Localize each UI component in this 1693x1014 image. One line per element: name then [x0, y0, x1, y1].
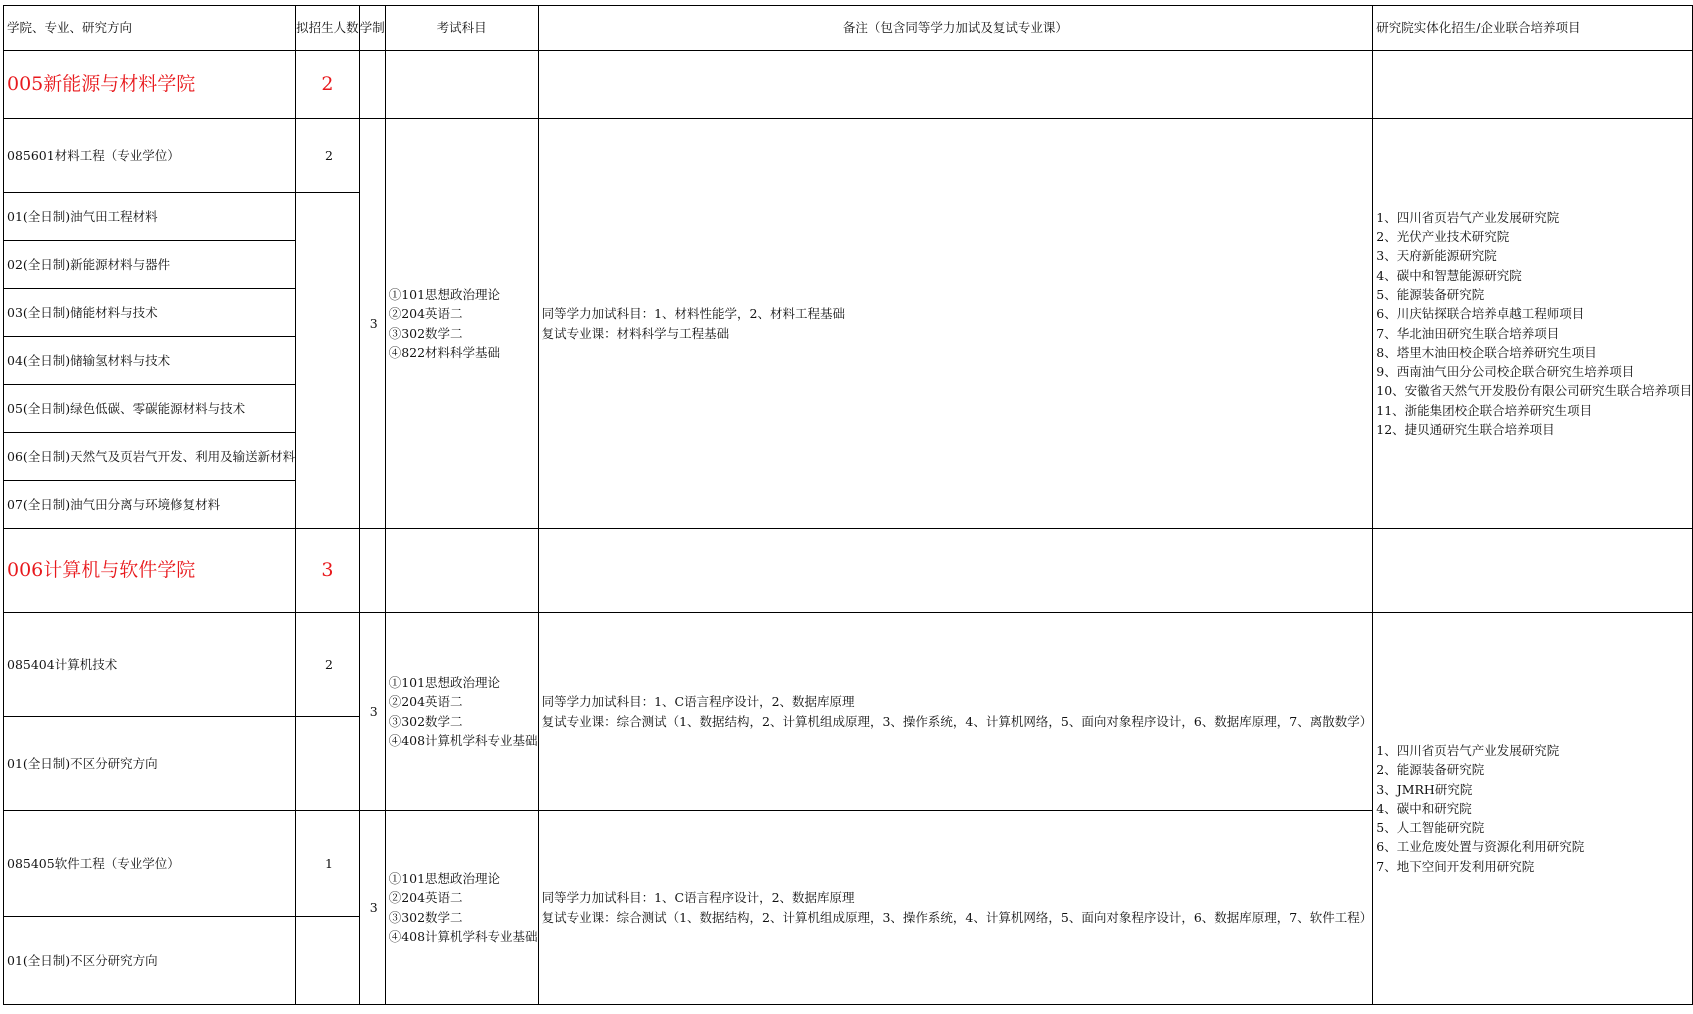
empty-cell	[1373, 51, 1693, 119]
notes-line: 复试专业课：材料科学与工程基础	[541, 325, 730, 341]
joint-program-item: 1、四川省页岩气产业发展研究院	[1376, 742, 1560, 758]
major-years: 3	[359, 613, 385, 811]
joint-programs	[1373, 119, 1693, 529]
header-quota: 拟招生人数	[296, 6, 360, 51]
major-quota: 1	[296, 811, 360, 917]
major-years: 3	[359, 119, 385, 529]
exam-subject: ①101思想政治理论	[388, 870, 501, 886]
notes-line: 同等学力加试科目：1、C语言程序设计，2、数据库原理	[541, 694, 855, 710]
exam-subject: ④408计算机学科专业基础	[388, 928, 538, 944]
joint-program-item: 2、光伏产业技术研究院	[1376, 229, 1510, 245]
header-row	[4, 6, 1693, 51]
empty-cell	[359, 51, 385, 119]
joint-program-item: 11、浙能集团校企联合培养研究生项目	[1376, 402, 1593, 418]
notes-line: 复试专业课：综合测试（1、数据结构，2、计算机组成原理，3、操作系统，4、计算机网络，5、面向对象程序设计，6、数据库原理，7、软件工程）	[541, 909, 1373, 925]
exam-subjects	[385, 811, 538, 1005]
direction-label: 03(全日制)储能材料与技术	[4, 289, 296, 337]
header-notes: 备注（包含同等学力加试及复试专业课）	[538, 6, 1373, 51]
header-years: 学制	[359, 6, 385, 51]
major-quota: 2	[296, 613, 360, 717]
exam-subject: ④822材料科学基础	[388, 344, 501, 360]
notes-line: 复试专业课：综合测试（1、数据结构，2、计算机组成原理，3、操作系统，4、计算机网络，5、面向对象程序设计，6、数据库原理，7、离散数学）	[541, 713, 1373, 729]
joint-program-item: 10、安徽省天然气开发股份有限公司研究生联合培养项目	[1376, 383, 1693, 399]
major-name: 085404计算机技术	[4, 613, 296, 717]
exam-subject: ①101思想政治理论	[388, 674, 501, 690]
header-major: 学院、专业、研究方向	[4, 6, 296, 51]
exam-subject: ①101思想政治理论	[388, 286, 501, 302]
empty-cell	[296, 917, 360, 1005]
college-row	[4, 529, 1693, 613]
direction-label: 02(全日制)新能源材料与器件	[4, 241, 296, 289]
notes-cell	[538, 613, 1373, 811]
major-quota: 2	[296, 119, 360, 193]
empty-cell	[296, 193, 360, 529]
empty-cell	[1373, 529, 1693, 613]
header-exam: 考试科目	[385, 6, 538, 51]
joint-program-item: 12、捷贝通研究生联合培养项目	[1376, 421, 1555, 437]
header-joint: 研究院实体化招生/企业联合培养项目	[1373, 6, 1693, 51]
empty-cell	[538, 529, 1373, 613]
direction-label: 06(全日制)天然气及页岩气开发、利用及输送新材料	[4, 433, 296, 481]
joint-program-item: 2、能源装备研究院	[1376, 762, 1485, 778]
college-name: 006计算机与软件学院	[4, 529, 296, 613]
direction-label: 01(全日制)油气田工程材料	[4, 193, 296, 241]
notes-cell	[538, 811, 1373, 1005]
college-quota: 3	[296, 529, 360, 613]
exam-subject: ③302数学二	[388, 909, 463, 925]
direction-label: 05(全日制)绿色低碳、零碳能源材料与技术	[4, 385, 296, 433]
admissions-table	[3, 5, 1693, 1005]
major-name: 085405软件工程（专业学位）	[4, 811, 296, 917]
joint-program-item: 4、碳中和研究院	[1376, 800, 1472, 816]
college-name: 005新能源与材料学院	[4, 51, 296, 119]
direction-label: 07(全日制)油气田分离与环境修复材料	[4, 481, 296, 529]
major-row	[4, 613, 1693, 717]
exam-subjects	[385, 119, 538, 529]
joint-program-item: 7、华北油田研究生联合培养项目	[1376, 325, 1560, 341]
joint-program-item: 3、天府新能源研究院	[1376, 248, 1497, 264]
joint-program-item: 3、JMRH研究院	[1376, 781, 1473, 797]
major-years: 3	[359, 811, 385, 1005]
notes-line: 同等学力加试科目：1、材料性能学，2、材料工程基础	[541, 306, 845, 322]
college-quota: 2	[296, 51, 360, 119]
college-row	[4, 51, 1693, 119]
joint-program-item: 1、四川省页岩气产业发展研究院	[1376, 209, 1560, 225]
direction-label: 01(全日制)不区分研究方向	[4, 917, 296, 1005]
joint-program-item: 6、川庆钻探联合培养卓越工程师项目	[1376, 306, 1585, 322]
major-name: 085601材料工程（专业学位）	[4, 119, 296, 193]
joint-program-item: 9、西南油气田分公司校企联合研究生培养项目	[1376, 364, 1635, 380]
empty-cell	[538, 51, 1373, 119]
exam-subject: ②204英语二	[388, 306, 463, 322]
direction-label: 01(全日制)不区分研究方向	[4, 717, 296, 811]
notes-cell	[538, 119, 1373, 529]
exam-subject: ②204英语二	[388, 694, 463, 710]
exam-subject: ④408计算机学科专业基础	[388, 732, 538, 748]
empty-cell	[359, 529, 385, 613]
exam-subject: ③302数学二	[388, 713, 463, 729]
empty-cell	[296, 717, 360, 811]
joint-program-item: 4、碳中和智慧能源研究院	[1376, 267, 1522, 283]
exam-subject: ③302数学二	[388, 325, 463, 341]
joint-programs	[1373, 613, 1693, 1005]
joint-program-item: 5、人工智能研究院	[1376, 820, 1485, 836]
exam-subjects	[385, 613, 538, 811]
major-row	[4, 119, 1693, 193]
notes-line: 同等学力加试科目：1、C语言程序设计，2、数据库原理	[541, 890, 855, 906]
direction-label: 04(全日制)储输氢材料与技术	[4, 337, 296, 385]
joint-program-item: 8、塔里木油田校企联合培养研究生项目	[1376, 344, 1597, 360]
joint-program-item: 7、地下空间开发利用研究院	[1376, 858, 1535, 874]
empty-cell	[385, 529, 538, 613]
empty-cell	[385, 51, 538, 119]
exam-subject: ②204英语二	[388, 890, 463, 906]
joint-program-item: 6、工业危废处置与资源化利用研究院	[1376, 839, 1585, 855]
joint-program-item: 5、能源装备研究院	[1376, 286, 1485, 302]
